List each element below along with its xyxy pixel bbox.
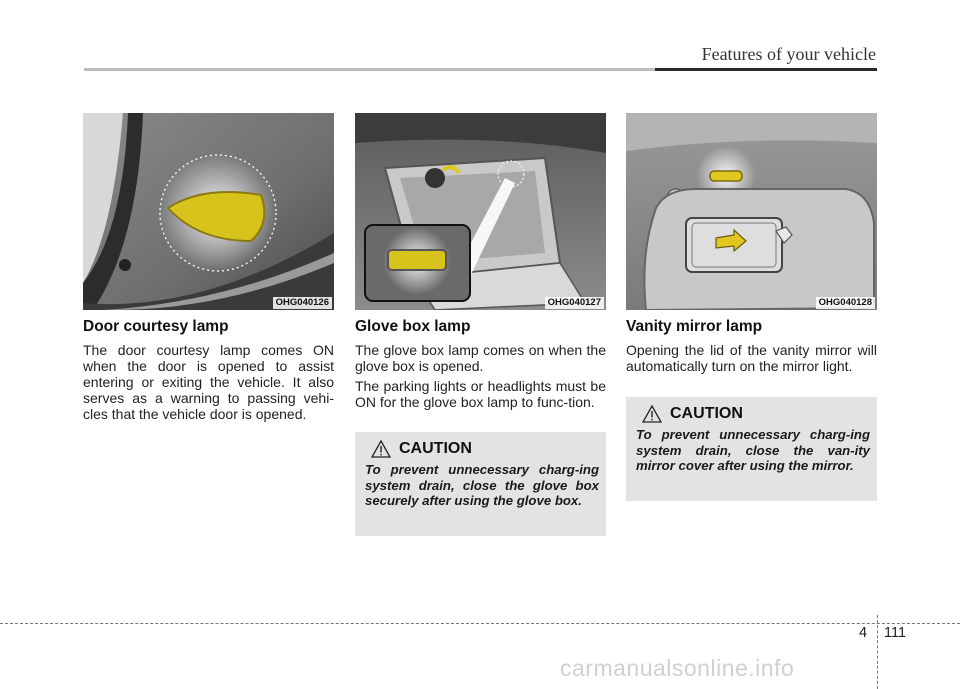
caution-box-glove-box (355, 432, 606, 536)
glove-box-lamp-photo (355, 113, 606, 310)
section-vanity-mirror-lamp (626, 113, 877, 378)
body-paragraph: The glove box lamp comes on when the glove box is opened. (355, 342, 606, 374)
caution-header (371, 440, 599, 458)
body-paragraph: The door courtesy lamp comes ON when the door is opened to assist entering or exiting the vehicle. It also serves as a warning to passing vehi-cles that the vehicle door is opened. (83, 342, 334, 422)
caution-title: CAUTION (670, 405, 743, 422)
section-title: Vanity mirror lamp (626, 318, 763, 335)
photo-code: OHG040127 (545, 297, 604, 309)
chapter-number: 4 (859, 625, 868, 641)
body-paragraph: The parking lights or headlights must be ON for the glove box lamp to func-tion. (355, 378, 606, 410)
caution-text: To prevent unnecessary charg-ing system drain, close the van-ity mirror cover after using the mirror. (636, 427, 870, 473)
warning-triangle-icon (371, 440, 391, 458)
vanity-mirror-lamp-photo (626, 113, 877, 310)
caution-header (642, 405, 870, 423)
caution-title: CAUTION (399, 440, 472, 457)
photo-code: OHG040128 (816, 297, 875, 309)
photo-code: OHG040126 (273, 297, 332, 309)
watermark: carmanualsonline.info (560, 655, 795, 681)
body-paragraph: Opening the lid of the vanity mirror will automatically turn on the mirror light. (626, 342, 877, 374)
footer-divider (877, 615, 878, 689)
header-rule (84, 68, 877, 71)
header-title: Features of your vehicle (701, 44, 876, 64)
page-number: 111 (884, 625, 907, 641)
section-door-courtesy-lamp (83, 113, 334, 426)
caution-box-vanity-mirror (626, 397, 877, 501)
section-title: Glove box lamp (355, 318, 471, 335)
warning-triangle-icon (642, 405, 662, 423)
door-courtesy-lamp-photo (83, 113, 334, 310)
footer-rule (0, 623, 960, 624)
section-glove-box-lamp (355, 113, 606, 414)
caution-text: To prevent unnecessary charg-ing system drain, close the glove box securely after using the glove box. (365, 462, 599, 508)
section-title: Door courtesy lamp (83, 318, 229, 335)
